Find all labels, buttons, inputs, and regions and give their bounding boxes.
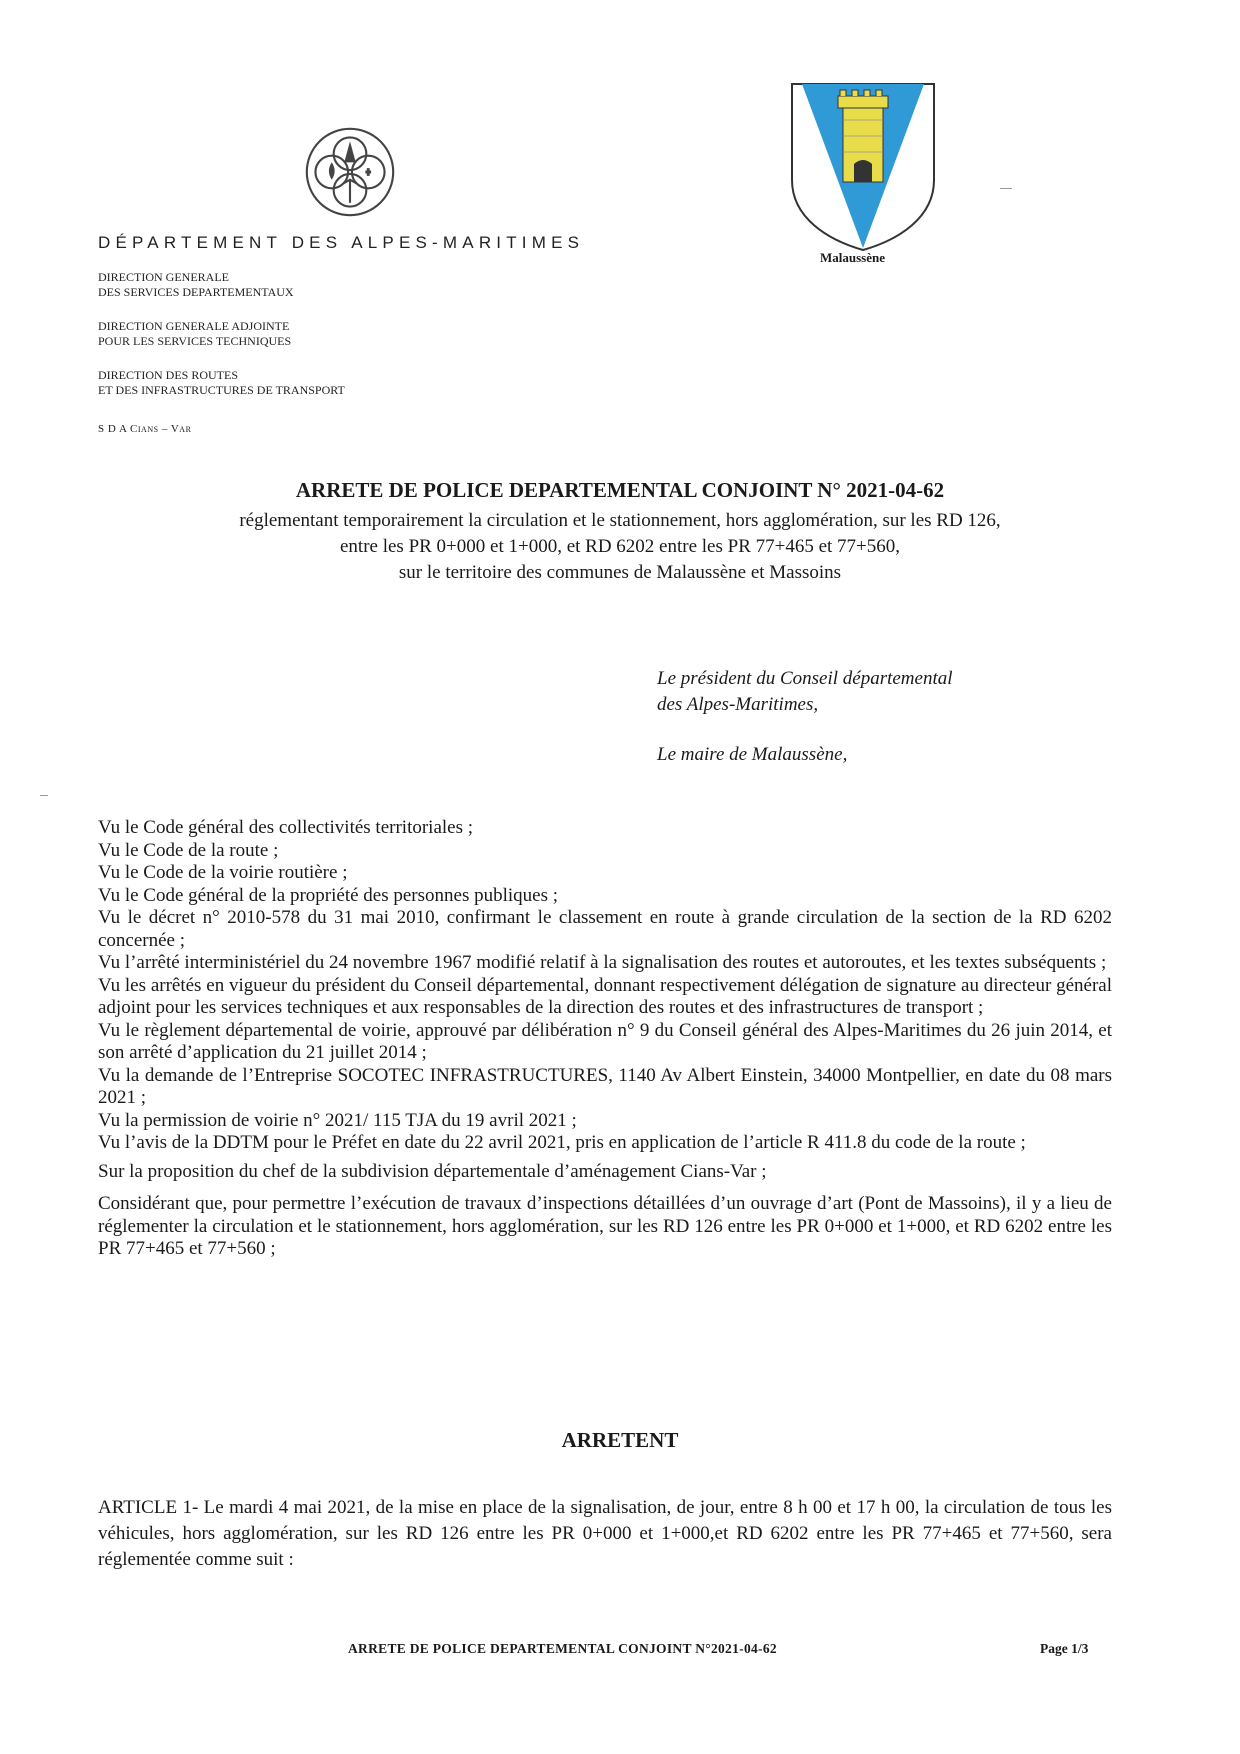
considerant-item: Considérant que, pour permettre l’exécution de travaux d’inspections détaillées d’un ouvrage d’art (Pont de Massoins), il y a lieu de réglementer la circulation et le stationnement, hors agglomération, sur les RD 126 entre les PR 0+000 et 1+000, et RD 6202 entre les PR 77+465 et 77+560 ; <box>98 1193 1112 1259</box>
department-logo <box>302 124 398 220</box>
proposal-item: Sur la proposition du chef de la subdivision départementale d’aménagement Cians-Var ; <box>98 1160 767 1182</box>
consideration-item: Vu le décret n° 2010-578 du 31 mai 2010, confirmant le classement en route à grande circulation de la section de la RD 6202 concernée ; <box>98 907 1112 951</box>
subtitle-line: réglementant temporairement la circulation et le stationnement, hors agglomération, sur les RD 126, <box>239 510 1001 531</box>
direction-generale <box>98 270 294 300</box>
subtitle-line: sur le territoire des communes de Malaussène et Massoins <box>398 562 842 583</box>
direction-des-routes <box>98 368 345 398</box>
direction-line: ET DES INFRASTRUCTURES DE TRANSPORT <box>98 383 345 397</box>
subdivision-label: S D A Cians – Var <box>98 423 192 435</box>
consideration-item: Vu le Code de la voirie routière ; <box>98 862 348 883</box>
president-line: Le président du Conseil départemental <box>657 668 953 689</box>
president-line: des Alpes-Maritimes, <box>657 694 819 715</box>
subtitle-line: entre les PR 0+000 et 1+000, et RD 6202 entre les PR 77+465 et 77+560, <box>339 536 901 557</box>
decision-heading: ARRETENT <box>561 1428 679 1452</box>
footer-title: ARRETE DE POLICE DEPARTEMENTAL CONJOINT N°2021-04-62 <box>348 1641 777 1656</box>
direction-line: DIRECTION GENERALE <box>98 270 229 284</box>
direction-line: DES SERVICES DEPARTEMENTAUX <box>98 285 294 299</box>
department-title: DÉPARTEMENT DES ALPES-MARITIMES <box>98 233 585 252</box>
consideration-item: Vu la demande de l’Entreprise SOCOTEC INFRASTRUCTURES, 1140 Av Albert Einstein, 34000 Montpellier, en date du 08 mars 2021 ; <box>98 1064 1112 1108</box>
direction-generale-adjointe <box>98 319 291 349</box>
considerations-list <box>98 817 1112 1261</box>
consideration-item: Vu l’arrêté interministériel du 24 novembre 1967 modifié relatif à la signalisation des routes et autoroutes, et les textes subséquents ; <box>98 952 1107 973</box>
consideration-item: Vu les arrêtés en vigueur du président du Conseil départemental, donnant respectivement délégation de signature au directeur général adjoint pour les services techniques et aux responsables de la direction des routes et des infrastructures de transport ; <box>98 974 1112 1018</box>
direction-line: POUR LES SERVICES TECHNIQUES <box>98 334 292 348</box>
scan-mark <box>40 795 48 796</box>
malaussene-crest <box>788 80 938 252</box>
page-number: Page 1/3 <box>1040 1641 1089 1656</box>
consideration-item: Vu le règlement départemental de voirie, approuvé par délibération n° 9 du Conseil général des Alpes-Maritimes du 26 juin 2014, et son arrêté d’application du 21 juillet 2014 ; <box>98 1019 1112 1063</box>
consideration-item: Vu le Code général des collectivités territoriales ; <box>98 817 474 838</box>
direction-line: DIRECTION DES ROUTES <box>98 368 238 382</box>
mayor-line: Le maire de Malaussène, <box>657 744 848 765</box>
commune-name: Malaussène <box>820 250 885 265</box>
signatories <box>657 666 953 768</box>
article-1: ARTICLE 1- Le mardi 4 mai 2021, de la mise en place de la signalisation, de jour, entre 8 h 00 et 17 h 00, la circulation de tous les véhicules, hors agglomération, sur les RD 126 entre les PR 0+000 et 1+000,et RD 6202 entre les PR 77+465 et 77+560, sera réglementée comme suit : <box>98 1497 1112 1570</box>
decree-subtitle <box>0 508 1240 586</box>
consideration-item: Vu la permission de voirie n° 2021/ 115 TJA du 19 avril 2021 ; <box>98 1109 577 1131</box>
decree-title: ARRETE DE POLICE DEPARTEMENTAL CONJOINT N° 2021-04-62 <box>295 478 945 502</box>
scan-mark <box>1000 188 1012 189</box>
consideration-item: Vu l’avis de la DDTM pour le Préfet en date du 22 avril 2021, pris en application de l’article R 411.8 du code de la route ; <box>98 1132 1026 1153</box>
consideration-item: Vu le Code général de la propriété des personnes publiques ; <box>98 884 558 906</box>
consideration-item: Vu le Code de la route ; <box>98 839 279 861</box>
direction-line: DIRECTION GENERALE ADJOINTE <box>98 319 290 333</box>
